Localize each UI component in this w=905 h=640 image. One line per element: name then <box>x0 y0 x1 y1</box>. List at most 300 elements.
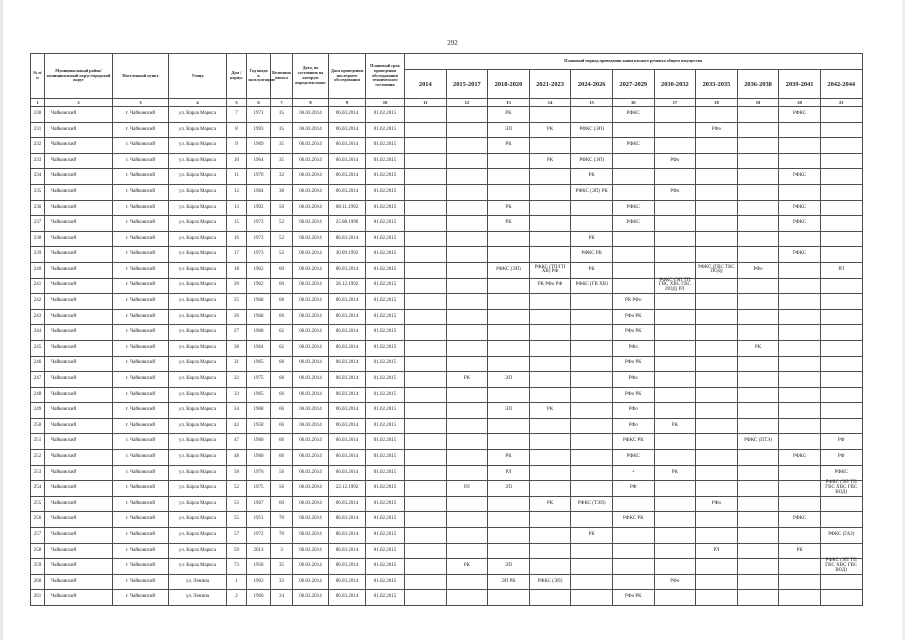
row-number-text: 231 <box>33 126 42 132</box>
plan-period-2027-2029-text: РФКС РК <box>622 438 644 444</box>
house-cell <box>227 356 247 372</box>
planned-survey-date-text: 01.02.2015 <box>373 157 397 163</box>
house-cell <box>227 294 247 310</box>
table-row <box>31 450 863 466</box>
row-number-cell <box>31 309 45 325</box>
plan-period-2033-2035-cell <box>696 294 738 310</box>
plan-period-2027-2029-cell <box>612 216 654 232</box>
survey-date-text: 06.03.2014 <box>335 454 359 459</box>
wear-cell <box>271 200 293 216</box>
plan-period-2018-2020-cell <box>488 107 530 123</box>
plan-period-2027-2029-cell <box>612 325 654 341</box>
year-built-text: 1962 <box>253 266 264 272</box>
street-cell <box>169 496 227 512</box>
row-number-cell <box>31 403 45 419</box>
survey-date-cell <box>329 200 366 216</box>
plan-period-2042-2044-cell <box>820 434 862 450</box>
plan-period-2015-2017-text: РК <box>463 376 470 382</box>
wear-date-cell <box>293 481 329 497</box>
plan-period-2027-2029-cell <box>612 200 654 216</box>
period-header: 2033-2035 <box>696 70 738 99</box>
row-number-cell <box>31 169 45 185</box>
street-cell <box>169 216 227 232</box>
wear-text: 70 <box>279 516 284 522</box>
planned-survey-date-text: 01.02.2015 <box>373 500 397 506</box>
table-row <box>31 387 863 403</box>
row-number-cell <box>31 122 45 138</box>
wear-text: 38 <box>279 188 284 194</box>
house-text: 59 <box>234 547 239 553</box>
wear-text: 62 <box>279 329 284 335</box>
table-row <box>31 153 863 169</box>
district-text: Чайковский <box>51 454 77 459</box>
year-built-cell <box>247 434 271 450</box>
year-built-text: 1968 <box>253 313 264 319</box>
plan-period-2021-2023-cell <box>529 247 571 263</box>
plan-period-2030-2032-cell <box>654 340 696 356</box>
survey-date-cell <box>329 138 366 154</box>
table-row <box>31 465 863 481</box>
district-text: Чайковский <box>51 298 77 304</box>
planned-survey-date-cell <box>366 262 405 278</box>
plan-period-2018-2020-text: РЛ <box>505 469 512 475</box>
wear-date-text: 06.03.2014 <box>299 266 322 272</box>
plan-period-2027-2029-text: РФКС РК <box>622 516 644 522</box>
plan-period-2042-2044-cell <box>820 356 862 372</box>
survey-date-cell <box>329 325 366 341</box>
wear-date-text: 06.03.2014 <box>299 438 322 444</box>
plan-period-2039-2041-cell <box>779 169 821 185</box>
wear-text: 32 <box>279 173 284 179</box>
period-header: 2018-2020 <box>488 70 530 99</box>
house-cell <box>227 325 247 341</box>
plan-period-2014-cell <box>405 403 447 419</box>
wear-text: 66 <box>279 407 284 413</box>
column-number: 5 <box>227 99 247 107</box>
plan-period-2018-2020-cell <box>488 403 530 419</box>
year-built-cell <box>247 294 271 310</box>
wear-text: 66 <box>279 438 284 444</box>
plan-period-2015-2017-cell <box>446 216 488 232</box>
plan-period-2030-2032-cell <box>654 216 696 232</box>
plan-period-2036-2038-cell <box>737 418 779 434</box>
plan-period-2030-2032-cell <box>654 543 696 559</box>
row-number-cell <box>31 372 45 388</box>
table-header <box>31 54 863 107</box>
plan-period-2018-2020-cell <box>488 418 530 434</box>
plan-period-2015-2017-cell <box>446 122 488 138</box>
year-built-cell <box>247 200 271 216</box>
house-cell <box>227 574 247 590</box>
plan-period-2021-2023-cell <box>529 559 571 575</box>
wear-cell <box>271 356 293 372</box>
table-row <box>31 325 863 341</box>
plan-period-2024-2026-cell <box>571 340 613 356</box>
plan-period-2014-cell <box>405 200 447 216</box>
plan-period-2018-2020-cell <box>488 262 530 278</box>
settlement-text: г. Чайковский <box>125 220 156 226</box>
plan-period-2030-2032-cell <box>654 184 696 200</box>
column-number: 10 <box>366 99 405 107</box>
plan-period-2036-2038-cell <box>737 294 779 310</box>
settlement-text: г. Чайковский <box>125 485 156 491</box>
table-row <box>31 356 863 372</box>
district-text: Чайковский <box>51 407 77 413</box>
table-row <box>31 184 863 200</box>
plan-period-2014-cell <box>405 465 447 481</box>
planned-survey-date-text: 01.02.2015 <box>373 438 397 444</box>
plan-period-2042-2044-text: РФКС <box>834 469 848 475</box>
period-header: 2015-2017 <box>446 70 488 99</box>
plan-period-2014-cell <box>405 418 447 434</box>
street-text: ул. Карла Маркса <box>178 376 217 382</box>
plan-period-2042-2044-cell <box>820 465 862 481</box>
plan-period-2015-2017-cell <box>446 543 488 559</box>
wear-date-cell <box>293 169 329 185</box>
plan-period-2042-2044-text: РФКС (ГАЗ) <box>828 531 855 537</box>
plan-period-2018-2020-text: РК <box>505 204 512 210</box>
plan-period-2036-2038-cell <box>737 543 779 559</box>
settlement-text: г. Чайковский <box>125 454 156 459</box>
settlement-text: г. Чайковский <box>125 500 156 506</box>
plan-period-2024-2026-cell <box>571 247 613 263</box>
plan-period-2021-2023-cell <box>529 278 571 294</box>
year-built-text: 1992 <box>253 204 264 210</box>
header-street: Улица <box>169 54 227 99</box>
street-cell <box>169 340 227 356</box>
street-text: ул. Карла Маркса <box>178 438 217 444</box>
wear-date-cell <box>293 418 329 434</box>
plan-period-2024-2026-text: РК <box>588 235 595 241</box>
year-built-text: 1972 <box>253 531 264 537</box>
district-text: Чайковский <box>51 516 77 522</box>
street-text: ул. Карла Маркса <box>178 204 217 210</box>
row-number-cell <box>31 231 45 247</box>
table-body <box>31 107 863 606</box>
district-text: Чайковский <box>51 563 77 569</box>
plan-period-2018-2020-cell <box>488 231 530 247</box>
plan-period-2039-2041-text: РФКС <box>793 454 807 459</box>
plan-period-2015-2017-cell <box>446 184 488 200</box>
district-cell <box>45 403 113 419</box>
planned-survey-date-cell <box>366 247 405 263</box>
street-text: ул. Карла Маркса <box>178 344 217 350</box>
plan-period-2036-2038-cell <box>737 169 779 185</box>
plan-period-2027-2029-text: РФо <box>628 376 638 382</box>
district-text: Чайковский <box>51 188 77 194</box>
wear-date-cell <box>293 262 329 278</box>
plan-period-2042-2044-cell <box>820 247 862 263</box>
wear-cell <box>271 496 293 512</box>
survey-date-text: 25.08.1990 <box>335 220 359 226</box>
wear-date-text: 06.03.2014 <box>299 142 322 148</box>
plan-period-2014-cell <box>405 512 447 528</box>
district-text: Чайковский <box>51 173 77 179</box>
year-built-text: 1975 <box>253 485 264 491</box>
wear-cell <box>271 481 293 497</box>
planned-survey-date-text: 01.02.2015 <box>373 344 397 350</box>
settlement-cell <box>113 528 169 544</box>
plan-period-2021-2023-text: РК <box>547 500 554 506</box>
plan-period-2024-2026-cell <box>571 200 613 216</box>
row-number-text: 255 <box>33 500 42 506</box>
district-cell <box>45 543 113 559</box>
planned-survey-date-text: 01.02.2015 <box>373 454 397 459</box>
street-text: ул. Карла Маркса <box>178 516 217 522</box>
street-text: ул. Карла Маркса <box>178 329 217 335</box>
house-text: 53 <box>234 500 239 506</box>
planned-survey-date-cell <box>366 465 405 481</box>
year-built-cell <box>247 387 271 403</box>
settlement-cell <box>113 184 169 200</box>
survey-date-text: 06.03.2014 <box>335 313 359 319</box>
plan-period-2015-2017-cell <box>446 247 488 263</box>
wear-cell <box>271 434 293 450</box>
street-text: ул. Карла Маркса <box>178 454 217 459</box>
row-number-text: 257 <box>33 531 42 537</box>
year-built-cell <box>247 356 271 372</box>
street-cell <box>169 574 227 590</box>
wear-cell <box>271 231 293 247</box>
survey-date-text: 06.03.2014 <box>335 298 359 304</box>
planned-survey-date-text: 01.02.2015 <box>373 376 397 382</box>
plan-period-2027-2029-cell <box>612 340 654 356</box>
plan-period-2039-2041-cell <box>779 153 821 169</box>
plan-period-2036-2038-cell <box>737 107 779 123</box>
wear-text: 68 <box>279 376 284 382</box>
plan-period-2042-2044-cell <box>820 309 862 325</box>
plan-period-2039-2041-cell <box>779 465 821 481</box>
year-built-cell <box>247 528 271 544</box>
settlement-cell <box>113 512 169 528</box>
plan-period-2027-2029-text: • <box>632 469 635 475</box>
street-cell <box>169 418 227 434</box>
wear-text: 66 <box>279 391 284 397</box>
plan-period-2033-2035-cell <box>696 528 738 544</box>
district-cell <box>45 590 113 606</box>
wear-text: 56 <box>279 469 284 475</box>
row-number-text: 230 <box>33 110 42 116</box>
survey-date-cell <box>329 543 366 559</box>
table-row <box>31 247 863 263</box>
plan-period-2042-2044-cell <box>820 107 862 123</box>
settlement-text: г. Чайковский <box>125 360 156 366</box>
plan-period-2024-2026-cell <box>571 122 613 138</box>
plan-period-2027-2029-cell <box>612 356 654 372</box>
wear-date-cell <box>293 107 329 123</box>
plan-period-2036-2038-cell <box>737 590 779 606</box>
street-text: ул. Карла Маркса <box>178 251 217 257</box>
plan-period-2015-2017-cell <box>446 138 488 154</box>
plan-period-2033-2035-cell <box>696 262 738 278</box>
plan-period-2018-2020-text: РФКС (ЭП) <box>496 266 521 272</box>
plan-period-2036-2038-cell <box>737 247 779 263</box>
house-text: 15 <box>234 220 239 226</box>
house-text: 16 <box>234 235 239 241</box>
wear-date-cell <box>293 356 329 372</box>
district-text: Чайковский <box>51 282 77 288</box>
plan-period-2033-2035-cell <box>696 574 738 590</box>
plan-period-2027-2029-text: РФКС <box>626 454 640 459</box>
year-built-cell <box>247 184 271 200</box>
plan-period-2021-2023-cell <box>529 450 571 466</box>
row-number-text: 253 <box>33 469 42 475</box>
plan-period-2036-2038-cell <box>737 387 779 403</box>
plan-period-2036-2038-text: РФКС (ПТЭ) <box>744 438 772 444</box>
settlement-cell <box>113 559 169 575</box>
row-number-cell <box>31 247 45 263</box>
plan-period-2027-2029-cell <box>612 247 654 263</box>
wear-date-text: 06.03.2014 <box>299 188 322 194</box>
settlement-cell <box>113 169 169 185</box>
survey-date-cell <box>329 107 366 123</box>
plan-period-2030-2032-cell <box>654 262 696 278</box>
settlement-text: г. Чайковский <box>125 344 156 350</box>
plan-period-2033-2035-cell <box>696 403 738 419</box>
street-text: ул. Карла Маркса <box>178 142 217 148</box>
survey-date-cell <box>329 294 366 310</box>
plan-period-2027-2029-cell <box>612 574 654 590</box>
plan-period-2014-cell <box>405 387 447 403</box>
plan-period-2033-2035-cell <box>696 387 738 403</box>
survey-date-text: 06.03.2014 <box>335 531 359 537</box>
period-header: 2039-2041 <box>779 70 821 99</box>
settlement-cell <box>113 590 169 606</box>
settlement-cell <box>113 325 169 341</box>
planned-survey-date-text: 01.02.2015 <box>373 578 397 584</box>
plan-period-2036-2038-cell <box>737 528 779 544</box>
plan-period-2039-2041-cell <box>779 496 821 512</box>
plan-period-2021-2023-text: РФКС (ТП/ГП ХВ) РФ <box>534 264 566 275</box>
survey-date-cell <box>329 231 366 247</box>
year-built-text: 1958 <box>253 563 264 569</box>
row-number-text: 236 <box>33 204 42 210</box>
district-text: Чайковский <box>51 344 77 350</box>
planned-survey-date-cell <box>366 528 405 544</box>
plan-period-2021-2023-cell <box>529 107 571 123</box>
table-row <box>31 481 863 497</box>
settlement-cell <box>113 403 169 419</box>
plan-period-2024-2026-cell <box>571 418 613 434</box>
plan-period-2027-2029-cell <box>612 169 654 185</box>
plan-period-2027-2029-text: РФо РК <box>625 313 642 319</box>
district-text: Чайковский <box>51 235 77 241</box>
district-cell <box>45 559 113 575</box>
house-cell <box>227 465 247 481</box>
table-row <box>31 528 863 544</box>
plan-period-2018-2020-text: ЭП <box>505 485 512 491</box>
plan-period-2024-2026-text: РФКС (ЭП) <box>579 157 605 163</box>
year-built-cell <box>247 574 271 590</box>
plan-period-2024-2026-cell <box>571 512 613 528</box>
row-number-text: 258 <box>33 547 42 553</box>
street-cell <box>169 372 227 388</box>
street-cell <box>169 387 227 403</box>
survey-date-text: 06.03.2014 <box>335 126 359 132</box>
wear-text: 34 <box>279 594 284 600</box>
plan-period-2033-2035-cell <box>696 372 738 388</box>
plan-period-2024-2026-text: РК <box>588 266 595 272</box>
year-built-text: 1973 <box>253 235 264 241</box>
plan-period-2021-2023-cell <box>529 169 571 185</box>
plan-period-2027-2029-text: РК РФо <box>625 298 642 304</box>
header-plan-period: Плановый период проведения капитального ремонта общего имущества <box>405 54 863 70</box>
house-text: 55 <box>234 516 239 522</box>
plan-period-2033-2035-cell <box>696 231 738 247</box>
wear-date-cell <box>293 278 329 294</box>
house-cell <box>227 107 247 123</box>
year-built-text: 1965 <box>253 360 264 366</box>
row-number-text: 246 <box>33 360 42 366</box>
plan-period-2015-2017-cell <box>446 325 488 341</box>
plan-period-2027-2029-cell <box>612 107 654 123</box>
plan-period-2018-2020-cell <box>488 200 530 216</box>
planned-survey-date-text: 01.02.2015 <box>373 531 397 537</box>
plan-period-2021-2023-cell <box>529 138 571 154</box>
plan-period-2021-2023-cell <box>529 309 571 325</box>
year-built-text: 1968 <box>253 298 264 304</box>
wear-text: 52 <box>279 251 284 257</box>
settlement-text: г. Чайковский <box>125 531 156 537</box>
settlement-text: г. Чайковский <box>125 547 156 553</box>
wear-date-cell <box>293 590 329 606</box>
period-header: 2014 <box>405 70 447 99</box>
street-text: ул. Карла Маркса <box>178 500 217 506</box>
settlement-cell <box>113 434 169 450</box>
wear-cell <box>271 418 293 434</box>
district-text: Чайковский <box>51 329 77 335</box>
plan-period-2024-2026-cell <box>571 574 613 590</box>
wear-date-cell <box>293 122 329 138</box>
planned-survey-date-cell <box>366 543 405 559</box>
plan-period-2024-2026-cell <box>571 169 613 185</box>
table-row <box>31 278 863 294</box>
district-cell <box>45 372 113 388</box>
column-number: 9 <box>329 99 366 107</box>
wear-cell <box>271 590 293 606</box>
street-cell <box>169 309 227 325</box>
plan-period-2030-2032-cell <box>654 294 696 310</box>
wear-text: 62 <box>279 344 284 350</box>
row-number-cell <box>31 590 45 606</box>
year-built-cell <box>247 107 271 123</box>
house-cell <box>227 216 247 232</box>
plan-period-2018-2020-cell <box>488 450 530 466</box>
plan-period-2018-2020-cell <box>488 153 530 169</box>
house-text: 42 <box>234 422 239 428</box>
street-cell <box>169 231 227 247</box>
row-number-cell <box>31 216 45 232</box>
plan-period-2039-2041-cell <box>779 184 821 200</box>
district-cell <box>45 122 113 138</box>
survey-date-text: 06.03.2014 <box>335 173 359 179</box>
wear-date-text: 06.03.2014 <box>299 220 322 226</box>
plan-period-2036-2038-cell <box>737 122 779 138</box>
plan-period-2030-2032-cell <box>654 309 696 325</box>
year-built-text: 1960 <box>253 594 264 600</box>
wear-text: 60 <box>279 500 284 506</box>
plan-period-2042-2044-cell <box>820 294 862 310</box>
plan-period-2014-cell <box>405 122 447 138</box>
plan-period-2036-2038-cell <box>737 200 779 216</box>
plan-period-2014-cell <box>405 372 447 388</box>
column-number: 6 <box>247 99 271 107</box>
planned-survey-date-cell <box>366 434 405 450</box>
wear-date-cell <box>293 496 329 512</box>
plan-period-2018-2020-cell <box>488 481 530 497</box>
plan-period-2018-2020-cell <box>488 465 530 481</box>
year-built-text: 1970 <box>253 173 264 179</box>
